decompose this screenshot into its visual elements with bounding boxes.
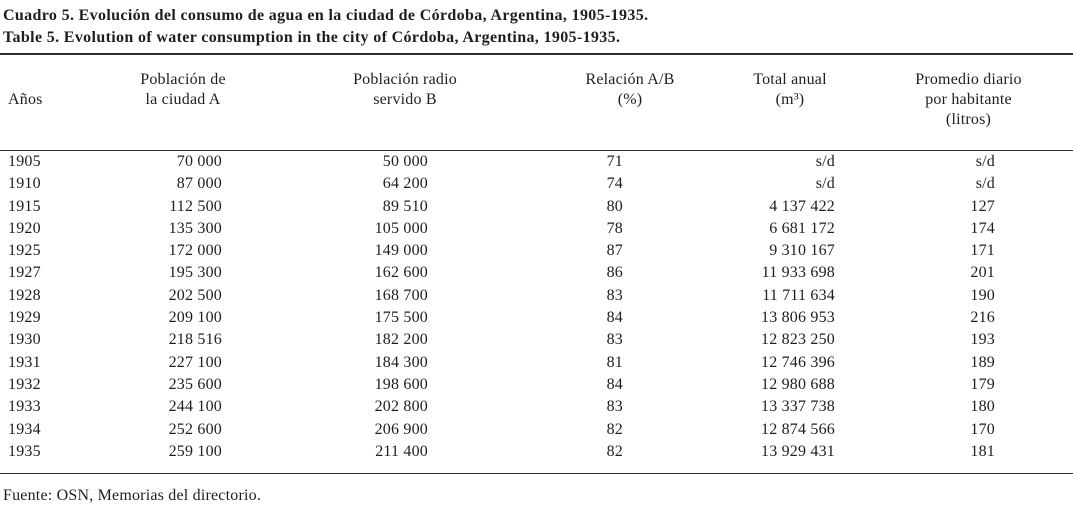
cell-promedio-diario: 201 [970, 264, 995, 282]
water-consumption-table [0, 53, 1073, 474]
cell-anio: 1931 [8, 353, 41, 371]
cell-anio: 1934 [8, 420, 41, 438]
column-header-poblacion-ciudad-a [100, 54, 266, 151]
cell-anio: 1935 [0, 441, 100, 474]
header-line: Población radio [353, 71, 457, 88]
cell-promedio-diario: 189 [970, 353, 995, 371]
header-line: por habitante [925, 91, 1012, 108]
table-row [0, 196, 1073, 218]
cell-anio: 1927 [8, 264, 41, 282]
cell-poblacion-radio-b: 162 600 [374, 264, 428, 282]
cell-promedio-diario: 179 [970, 375, 995, 393]
cell-total-anual: 13 806 953 [761, 309, 835, 327]
cell-total-anual: 11 711 634 [762, 286, 835, 304]
cell-anio: 1915 [8, 197, 41, 215]
cell-relacion-ab: 86 [606, 264, 623, 282]
cell-relacion-ab: 81 [606, 353, 623, 371]
cell-poblacion-radio-b: 175 500 [374, 309, 428, 327]
cell-total-anual: 12 746 396 [761, 353, 835, 371]
cell-promedio-diario: 170 [970, 420, 995, 438]
table-row [0, 307, 1073, 329]
cell-poblacion-ciudad-a: 235 600 [168, 375, 222, 393]
cell-anio: 1932 [8, 375, 41, 393]
cell-poblacion-radio-b: 149 000 [374, 242, 428, 260]
table-row [0, 396, 1073, 418]
cell-promedio-diario: 174 [970, 219, 995, 237]
table-row [0, 352, 1073, 374]
cell-poblacion-radio-b: 50 000 [382, 153, 428, 170]
cell-promedio-diario: 180 [970, 398, 995, 416]
paper-table-page [0, 5, 1073, 514]
column-header-relacion-ab [544, 54, 716, 151]
cell-poblacion-ciudad-a: 218 516 [168, 331, 222, 349]
column-header-poblacion-radio-b [266, 54, 544, 151]
table-row [0, 151, 1073, 174]
cell-poblacion-radio-b: 105 000 [374, 219, 428, 237]
cell-total-anual: 12 980 688 [761, 375, 835, 393]
cell-relacion-ab: 71 [606, 153, 623, 170]
cell-relacion-ab: 84 [606, 309, 623, 327]
cell-poblacion-radio-b: 184 300 [374, 353, 428, 371]
cell-total-anual: 12 874 566 [761, 420, 835, 438]
cell-total-anual: 11 933 698 [761, 264, 835, 282]
cell-anio: 1925 [8, 242, 41, 260]
cell-poblacion-radio-b: 211 400 [266, 441, 544, 474]
header-line: (m³) [775, 91, 805, 108]
column-header-anio [0, 54, 100, 151]
table-caption [3, 5, 1073, 49]
cell-poblacion-ciudad-a: 202 500 [168, 286, 222, 304]
cell-total-anual: s/d [815, 153, 835, 170]
cell-poblacion-ciudad-a: 227 100 [168, 353, 222, 371]
cell-total-anual: 9 310 167 [769, 242, 835, 260]
cell-poblacion-radio-b: 64 200 [382, 175, 428, 193]
header-line: la ciudad A [145, 91, 221, 108]
header-line: servido B [373, 91, 437, 108]
cell-promedio-diario: s/d [975, 175, 995, 193]
header-line: Promedio diario [915, 71, 1022, 88]
cell-anio: 1920 [8, 219, 41, 237]
table-row [0, 262, 1073, 284]
cell-poblacion-radio-b: 206 900 [374, 420, 428, 438]
cell-promedio-diario: 181 [864, 441, 1073, 474]
cell-promedio-diario: 190 [970, 286, 995, 304]
cell-total-anual: 4 137 422 [769, 197, 835, 215]
header-line: Relación A/B [585, 71, 675, 88]
cell-poblacion-ciudad-a: 259 100 [100, 441, 266, 474]
table-body [0, 151, 1073, 474]
cell-total-anual: 6 681 172 [769, 219, 835, 237]
cell-promedio-diario: 193 [970, 331, 995, 349]
cell-relacion-ab: 83 [606, 286, 623, 304]
cell-poblacion-ciudad-a: 209 100 [168, 309, 222, 327]
table-row [0, 218, 1073, 240]
cell-promedio-diario: 171 [970, 242, 995, 260]
header-line: Años [8, 91, 43, 108]
table-row [0, 329, 1073, 351]
header-line: Total anual [753, 71, 827, 88]
table-row [0, 441, 1073, 474]
cell-poblacion-radio-b: 182 200 [374, 331, 428, 349]
cell-total-anual: 13 337 738 [761, 398, 835, 416]
cell-poblacion-ciudad-a: 70 000 [176, 153, 222, 170]
table-row [0, 285, 1073, 307]
header-line: (litros) [945, 111, 992, 128]
cell-total-anual: 13 929 431 [716, 441, 864, 474]
table-title-spanish: Cuadro 5. Evolución del consumo de agua en la ciudad de Córdoba, Argentina, 1905-1935. [3, 7, 649, 24]
cell-total-anual: 12 823 250 [761, 331, 835, 349]
cell-anio: 1928 [8, 286, 41, 304]
table-head [0, 54, 1073, 151]
table-row [0, 374, 1073, 396]
cell-poblacion-radio-b: 89 510 [382, 197, 428, 215]
cell-promedio-diario: 216 [970, 309, 995, 327]
header-line: (%) [617, 91, 643, 108]
cell-relacion-ab: 83 [606, 331, 623, 349]
cell-poblacion-ciudad-a: 195 300 [168, 264, 222, 282]
cell-anio: 1933 [8, 398, 41, 416]
cell-promedio-diario: s/d [975, 153, 995, 170]
table-row [0, 419, 1073, 441]
column-header-promedio-diario [864, 54, 1073, 151]
cell-poblacion-ciudad-a: 112 500 [169, 197, 222, 215]
cell-relacion-ab: 74 [606, 175, 623, 193]
cell-poblacion-ciudad-a: 87 000 [176, 175, 222, 193]
cell-relacion-ab: 83 [606, 398, 623, 416]
cell-relacion-ab: 82 [544, 441, 716, 474]
cell-relacion-ab: 84 [606, 375, 623, 393]
cell-promedio-diario: 127 [970, 197, 995, 215]
table-row [0, 173, 1073, 195]
cell-poblacion-ciudad-a: 252 600 [168, 420, 222, 438]
cell-poblacion-ciudad-a: 135 300 [168, 219, 222, 237]
cell-poblacion-radio-b: 202 800 [374, 398, 428, 416]
column-header-total-anual [716, 54, 864, 151]
cell-relacion-ab: 78 [606, 219, 623, 237]
cell-anio: 1905 [8, 153, 41, 170]
table-row [0, 240, 1073, 262]
cell-poblacion-ciudad-a: 172 000 [168, 242, 222, 260]
header-line: Población de [140, 71, 226, 88]
table-title-english: Table 5. Evolution of water consumption in the city of Córdoba, Argentina, 1905-1935. [3, 29, 621, 46]
cell-anio: 1930 [8, 331, 41, 349]
cell-poblacion-radio-b: 198 600 [374, 375, 428, 393]
cell-relacion-ab: 80 [606, 197, 623, 215]
source-note: Fuente: OSN, Memorias del directorio. [3, 487, 262, 505]
cell-total-anual: s/d [815, 175, 835, 193]
table-header-row [0, 54, 1073, 151]
cell-poblacion-radio-b: 168 700 [374, 286, 428, 304]
cell-anio: 1910 [8, 175, 41, 193]
cell-relacion-ab: 87 [606, 242, 623, 260]
cell-poblacion-ciudad-a: 244 100 [168, 398, 222, 416]
cell-relacion-ab: 82 [606, 420, 623, 438]
cell-anio: 1929 [8, 309, 41, 327]
